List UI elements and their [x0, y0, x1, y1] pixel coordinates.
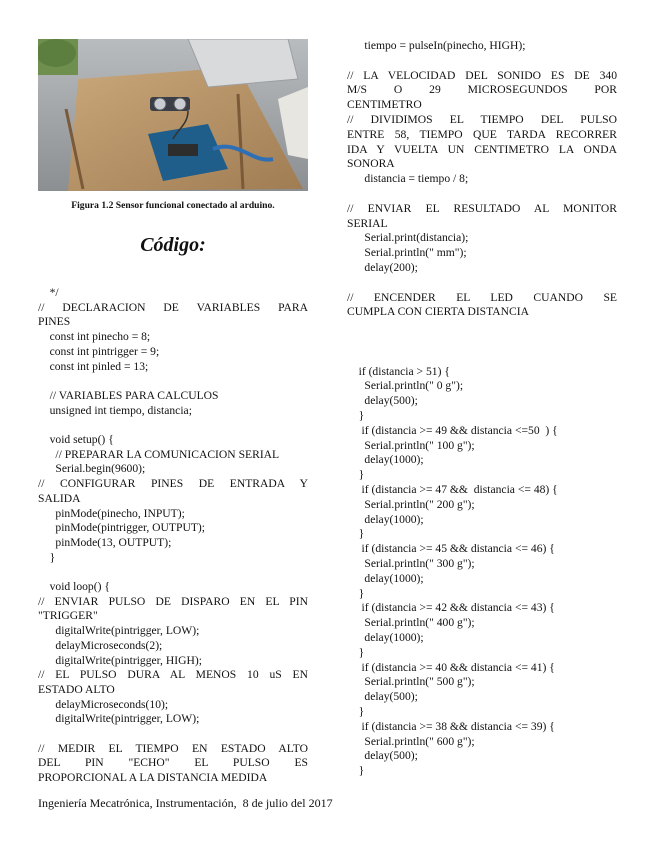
code-line: digitalWrite(pintrigger, LOW);	[38, 712, 200, 726]
figure-caption: Figura 1.2 Sensor funcional conectado al arduino.	[71, 200, 275, 211]
code-line: pinMode(pintrigger, OUTPUT);	[38, 521, 205, 535]
code-line: distancia = tiempo / 8;	[347, 172, 469, 186]
code-line: delayMicroseconds(2);	[38, 638, 163, 652]
code-line: pinMode(pinecho, INPUT);	[38, 506, 185, 520]
code-line: // ENVIAR PULSO DE DISPARO EN EL PIN	[38, 594, 308, 608]
code-line: delay(200);	[347, 261, 418, 274]
code-line: // VARIABLES PARA CALCULOS	[38, 388, 219, 402]
code-line: Serial.println(" mm");	[347, 246, 467, 260]
code-line: ESTADO ALTO	[38, 682, 115, 696]
code-line: Serial.println(" 600 g");	[347, 734, 475, 748]
code-line: ENTRE 58, TIEMPO QUE TARDA RECORRER	[347, 127, 617, 141]
code-line: Serial.println(" 100 g");	[347, 438, 475, 452]
code-line: */	[38, 286, 59, 299]
code-line: SONORA	[347, 157, 395, 171]
code-line: delay(1000);	[347, 571, 424, 585]
code-line: // ENCENDER EL LED CUANDO SE	[347, 290, 617, 304]
code-line: const int pinled = 13;	[38, 359, 149, 373]
code-line: CENTIMETRO	[347, 98, 422, 112]
code-line: PROPORCIONAL A LA DISTANCIA MEDIDA	[38, 771, 268, 785]
code-line: }	[347, 468, 365, 482]
code-line: CUMPLA CON CIERTA DISTANCIA	[347, 305, 529, 319]
code-line: }	[347, 409, 365, 422]
code-line: }	[38, 550, 56, 564]
code-line: unsigned int tiempo, distancia;	[38, 403, 192, 417]
code-line: }	[347, 705, 365, 718]
code-line: Serial.println(" 500 g");	[347, 675, 475, 689]
code-line: delay(1000);	[347, 512, 424, 526]
code-line: Serial.println(" 0 g");	[347, 379, 464, 393]
code-line: }	[347, 645, 365, 659]
code-line: }	[347, 764, 365, 778]
code-line: "TRIGGER"	[38, 609, 98, 623]
code-line: void loop() {	[38, 580, 110, 593]
code-line: if (distancia >= 40 && distancia <= 41) {	[347, 660, 555, 674]
code-line: if (distancia >= 49 && distancia <=50 ) {	[347, 423, 558, 437]
code-line: tiempo = pulseIn(pinecho, HIGH);	[347, 39, 526, 52]
code-line: const int pintrigger = 9;	[38, 344, 160, 358]
code-line: DEL PIN "ECHO" EL PULSO ES	[38, 756, 308, 770]
figure-photo	[38, 39, 308, 191]
code-line: IDA Y VUELTA UN CENTIMETRO LA ONDA	[347, 142, 617, 156]
code-line: void setup() {	[38, 433, 114, 446]
code-line: Serial.println(" 200 g");	[347, 497, 475, 511]
code-line: // ENVIAR EL RESULTADO AL MONITOR	[347, 201, 617, 215]
page-footer: Ingeniería Mecatrónica, Instrumentación, 8 de julio del 2017	[38, 796, 333, 810]
code-line: pinMode(13, OUTPUT);	[38, 535, 172, 549]
code-line: delayMicroseconds(10);	[38, 697, 169, 711]
code-line: }	[347, 586, 365, 600]
code-line: if (distancia >= 45 && distancia <= 46) {	[347, 542, 555, 556]
code-line: // DECLARACION DE VARIABLES PARA	[38, 300, 308, 314]
code-line: Serial.begin(9600);	[38, 462, 146, 476]
code-line: if (distancia >= 47 && distancia <= 48) {	[347, 483, 558, 496]
code-line: digitalWrite(pintrigger, LOW);	[38, 624, 200, 638]
code-line: const int pinecho = 8;	[38, 330, 151, 344]
code-line: // PREPARAR LA COMUNICACION SERIAL	[38, 447, 280, 461]
code-line: // EL PULSO DURA AL MENOS 10 uS EN	[38, 668, 308, 682]
code-line: delay(500);	[347, 690, 418, 704]
code-line: SALIDA	[38, 491, 81, 505]
code-line: PINES	[38, 315, 71, 329]
code-line: delay(1000);	[347, 453, 424, 467]
sensor-arduino-photo	[38, 39, 308, 191]
code-line: M/S O 29 MICROSEGUNDOS POR	[347, 83, 617, 97]
code-line: delay(500);	[347, 394, 418, 408]
code-line: if (distancia >= 42 && distancia <= 43) {	[347, 601, 555, 615]
code-line: Serial.print(distancia);	[347, 231, 469, 245]
code-line: Serial.println(" 400 g");	[347, 616, 475, 630]
code-line: // CONFIGURAR PINES DE ENTRADA Y	[38, 477, 308, 491]
code-line: SERIAL	[347, 216, 388, 230]
code-line: // MEDIR EL TIEMPO EN ESTADO ALTO	[38, 741, 308, 755]
code-line: // DIVIDIMOS EL TIEMPO DEL PULSO	[347, 113, 617, 126]
code-line: if (distancia > 51) {	[347, 364, 450, 378]
code-line: // LA VELOCIDAD DEL SONIDO ES DE 340	[347, 68, 617, 82]
code-line: }	[347, 527, 365, 541]
code-line: digitalWrite(pintrigger, HIGH);	[38, 653, 202, 667]
code-line: if (distancia >= 38 && distancia <= 39) {	[347, 719, 555, 733]
section-heading: Código:	[140, 234, 206, 256]
code-line: delay(500);	[347, 749, 418, 763]
code-line: Serial.println(" 300 g");	[347, 557, 475, 570]
code-line: delay(1000);	[347, 631, 424, 644]
